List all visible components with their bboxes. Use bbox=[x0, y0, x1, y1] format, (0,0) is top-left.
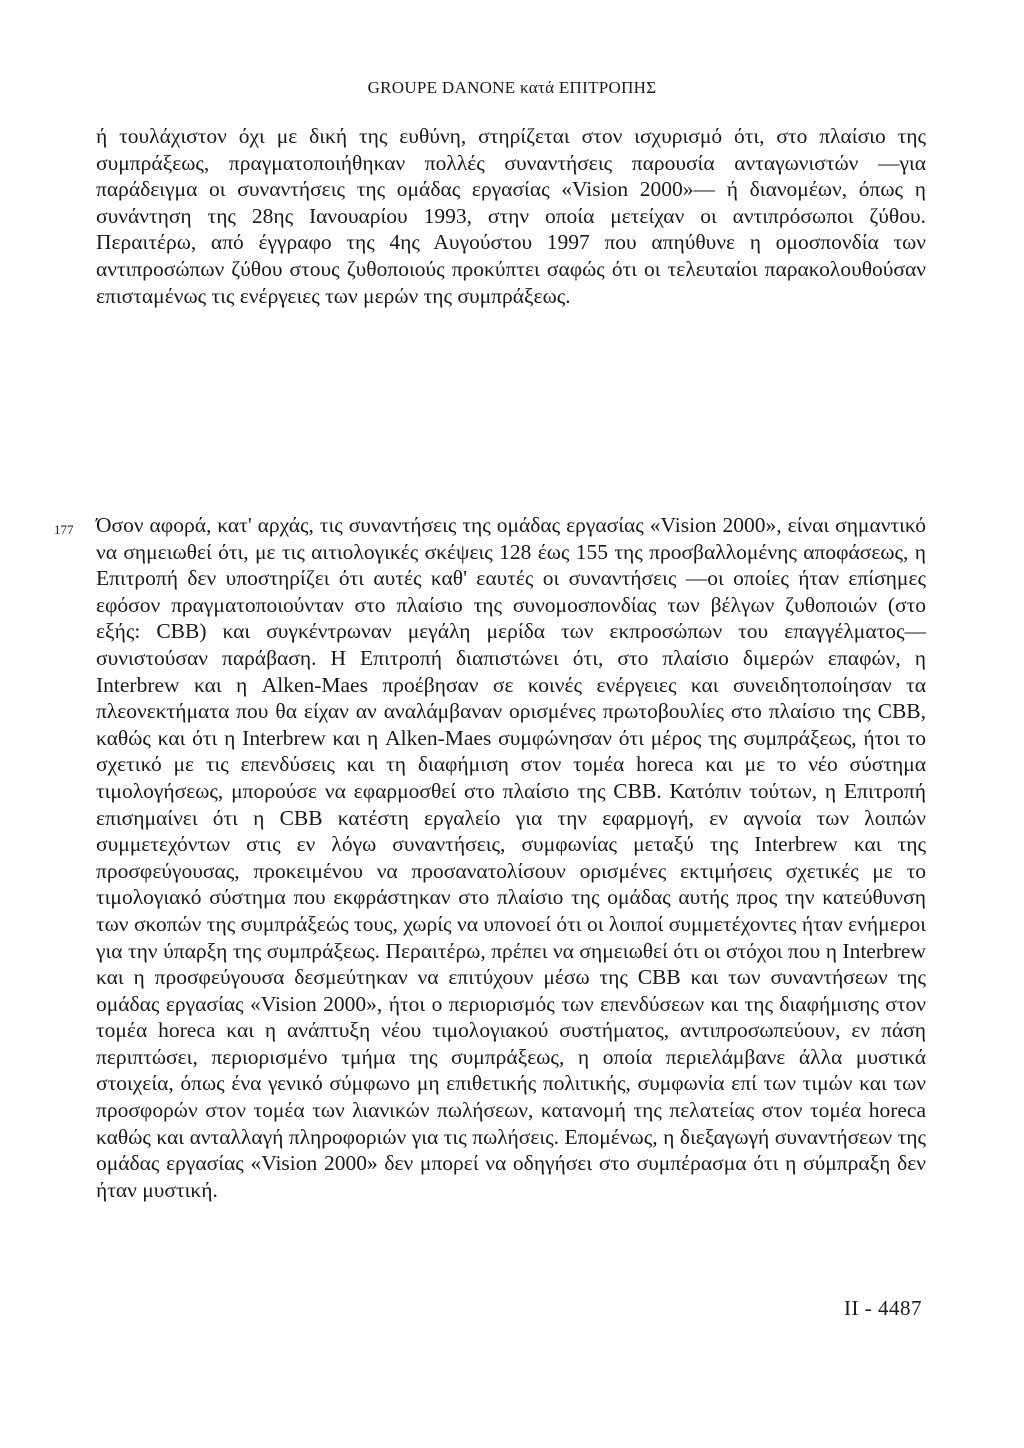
paragraph-continued: ή τουλάχιστον όχι με δική της ευθύνη, στηρίζεται στον ισχυρισμό ότι, στο πλαίσιο της συμπράξεως, πραγματοποιήθηκαν πολλές συναντήσεις παρουσία ανταγωνιστών —για παράδειγμα οι συναντήσεις της ομάδας εργασίας «Vision 2000»— ή διανομέων, όπως η συνάντηση της 28ης Ιανουαρίου 1993, στην οποία μετείχαν οι αντιπρόσωποι ζύθου. Περαιτέρω, από έγγραφο της 4ης Αυγούστου 1997 που απηύθυνε η ομοσπονδία των αντιπροσώπων ζύθου στους ζυθοποιούς προκύπτει σαφώς ότι οι τελευταίοι παρακολουθούσαν επισταμένως τις ενέργειες των μερών της συμπράξεως. bbox=[96, 124, 926, 308]
running-head: GROUPE DANONE κατά ΕΠΙΤΡΟΠΗΣ bbox=[367, 78, 657, 97]
paragraph-number: 177 bbox=[54, 522, 74, 537]
paragraph-177: Όσον αφορά, κατ' αρχάς, τις συναντήσεις της ομάδας εργασίας «Vision 2000», είναι σημαντικό να σημειωθεί ότι, με τις αιτιολογικές σκέψεις 128 έως 155 της προσβαλλομένης αποφάσεως, η Επιτροπή δεν υποστηρίζει ότι αυτές καθ' εαυτές οι συναντήσεις —οι οποίες ήταν επίσημες εφόσον πραγματοποιούνταν στο πλαίσιο της συνομοσπονδίας των βέλγων ζυθοποιών (στο εξής: CBB) και συγκέντρωναν μεγάλη μερίδα των εκπροσώπων του επαγγέλματος— συνιστούσαν παράβαση. Η Επιτροπή διαπιστώνει ότι, στο πλαίσιο διμερών επαφών, η Interbrew και η Alken-Maes προέβησαν σε κοινές ενέργειες και συνειδητοποίησαν τα πλεονεκτήματα που θα είχαν αν αναλάμβαναν ορισμένες πρωτοβουλίες στο πλαίσιο της CBB, καθώς και ότι η Interbrew και η Alken-Maes συμφώνησαν ότι μέρος της συμπράξεως, ήτοι το σχετικό με τις επενδύσεις και τη διαφήμιση στον τομέα horeca και με το νέο σύστημα τιμολογήσεως, μπορούσε να εφαρμοσθεί στο πλαίσιο της CBB. Κατόπιν τούτων, η Επιτροπή επισημαίνει ότι η CBB κατέστη εργαλείο για την εφαρμογή, εν αγνοία των λοιπών συμμετεχόντων στις εν λόγω συναντήσεις, συμφωνίας μεταξύ της Interbrew και της προσφεύγουσας, προκειμένου να προσανατολίσουν ορισμένες εκτιμήσεις σχετικές με το τιμολογιακό σύστημα που εκφράστηκαν στο πλαίσιο της ομάδας αυτής προς την κατεύθυνση των σκοπών της συμπράξεώς τους, χωρίς να υπονοεί ότι οι λοιποί συμμετέχοντες ήταν ενήμεροι για την ύπαρξη της συμπράξεως. Περαιτέρω, πρέπει να σημειωθεί ότι οι στόχοι που η Interbrew και η προσφεύγουσα δεσμεύτηκαν να επιτύχουν μέσω της CBB και των συναντήσεων της ομάδας εργασίας «Vision 2000», ήτοι ο περιορισμός των επενδύσεων και της διαφήμισης στον τομέα horeca και η ανάπτυξη νέου τιμολογιακού συστήματος, αντιπροσωπεύουν, εν πάση περιπτώσει, περιορισμένο τμήμα της συμπράξεως, η οποία περιελάμβανε άλλα μυστικά στοιχεία, όπως ένα γενικό σύμφωνο μη επιθετικής πολιτικής, συμφωνία επί των τιμών και των προσφορών στον τομέα των λιανικών πωλήσεων, κατανομή της πελατείας στον τομέα horeca καθώς και ανταλλαγή πληροφοριών για τις πωλήσεις. Επομένως, η διεξαγωγή συναντήσεων της ομάδας εργασίας «Vision 2000» δεν μπορεί να οδηγήσει στο συμπέρασμα ότι η σύμπραξη δεν ήταν μυστική. bbox=[96, 513, 926, 1202]
page-number: II - 4487 bbox=[844, 1296, 922, 1320]
